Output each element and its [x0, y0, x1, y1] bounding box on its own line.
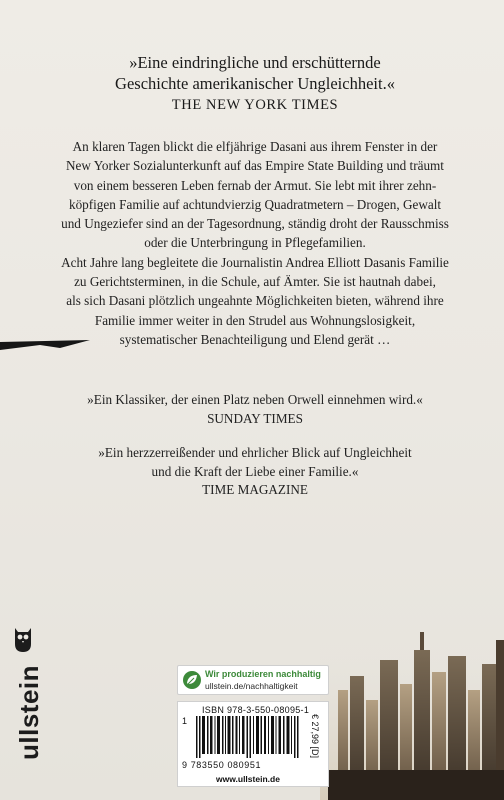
barcode-lead-digit: 1: [182, 716, 188, 726]
synopsis-line: zu Gerichtsterminen, in die Schule, auf Ämter. Sie ist hautnah dabei,: [74, 274, 436, 290]
synopsis-line: und Ungeziefer sind an der Tagesordnung, ständig droht der Rausschmiss: [61, 216, 449, 232]
sustainability-title: Wir produzieren nachhaltig: [205, 669, 321, 679]
publisher-owl-logo-icon: [12, 626, 34, 654]
quote-two: »Ein Klassiker, der einen Platz neben Orwell einnehmen wird.«: [87, 392, 423, 407]
synopsis-line: New Yorker Sozialunterkunft auf das Empire State Building und träumt: [66, 158, 444, 174]
synopsis-line: systematischer Benachteiligung und Elend gerät …: [119, 331, 391, 347]
top-quote-line: »Eine eindringliche und erschütternde: [129, 53, 381, 72]
synopsis-line: An klaren Tagen blickt die elfjährige Dasani aus ihrem Fenster in der: [72, 139, 438, 154]
barcode-bars: [196, 716, 300, 758]
quote-three-source: TIME MAGAZINE: [202, 482, 308, 497]
synopsis-line: köpfigen Familie auf achtundvierzig Quadratmetern – Drogen, Gewalt: [68, 196, 442, 212]
publisher-website: www.ullstein.de: [216, 774, 280, 784]
top-quote-source: THE NEW YORK TIMES: [171, 97, 339, 113]
quote-two-source: SUNDAY TIMES: [207, 411, 303, 426]
sustainability-url: ullstein.de/nachhaltigkeit: [205, 681, 298, 691]
synopsis-line: Acht Jahre lang begleitete die Journalistin Andrea Elliott Dasanis Familie: [61, 254, 449, 270]
isbn-text: ISBN 978-3-550-08095-1: [202, 705, 310, 715]
quote-three-line: »Ein herzzerreißender und ehrlicher Blick auf Ungleichheit: [98, 445, 412, 460]
top-quote-line: Geschichte amerikanischer Ungleichheit.«: [115, 74, 395, 93]
sustainability-badge: [177, 665, 329, 695]
synopsis-line: oder die Unterbringung in Pflegefamilien.: [144, 235, 366, 251]
publisher-logo: ullstein: [14, 664, 44, 760]
barcode-label: [177, 701, 329, 787]
leaf-globe-icon: [182, 670, 202, 690]
barcode-digits: 9 783550 080951: [182, 760, 262, 770]
synopsis-line: als sich Dasani plötzlich ungeahnte Möglichkeiten bieten, während ihre: [66, 293, 444, 309]
quote-three-line: und die Kraft der Liebe einer Familie.«: [151, 464, 359, 480]
synopsis-line: von einem besseren Leben fernab der Armut. Sie lebt mit ihrer zehn-: [73, 177, 437, 193]
synopsis-line: Familie immer weiter in den Strudel aus Wohnungslosigkeit,: [94, 312, 416, 328]
price-label: € 27,99 [D]: [310, 714, 320, 759]
